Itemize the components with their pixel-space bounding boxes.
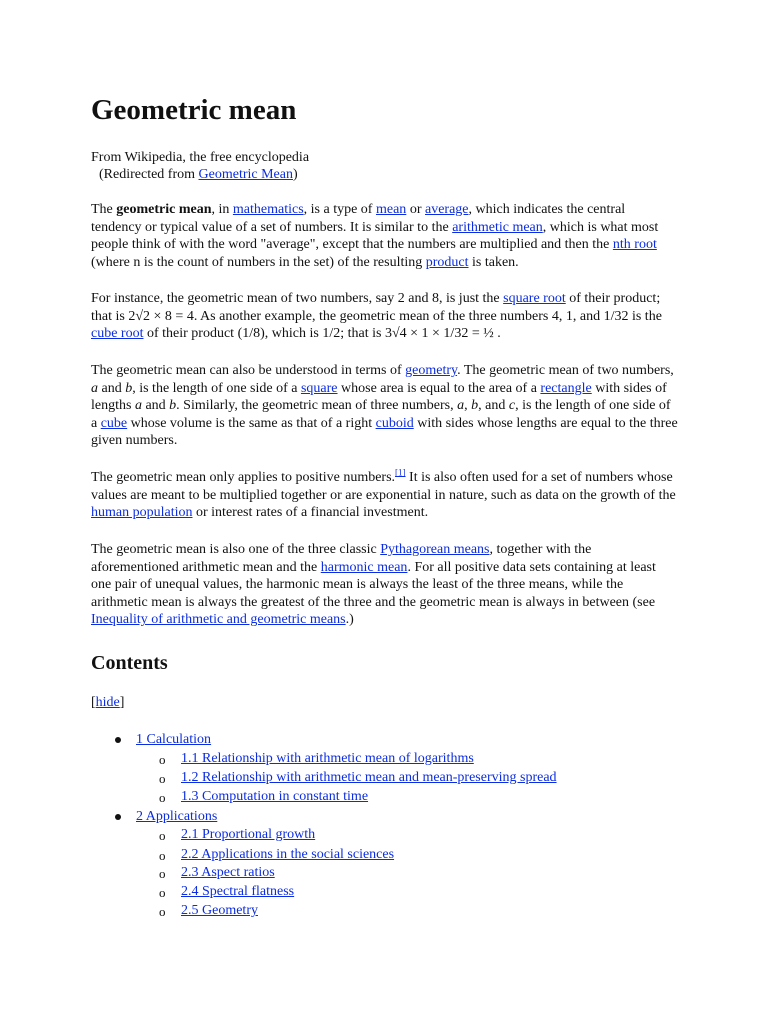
link-pythagorean-means[interactable]: Pythagorean means (380, 542, 490, 557)
toc-sub-marker: o (159, 848, 166, 863)
toc-item-mean-preserving-spread[interactable]: 1.2 Relationship with arithmetic mean and mean-preserving spread (181, 770, 557, 785)
geometry-paragraph: The geometric mean can also be understood in terms of geometry. The geometric mean of two numbers, a and b, is the length of one side of a square whose area is equal to the area of a rectangle with sides of lengths a and b. Similarly, the geometric mean of three numbers, a, b, and c, is the length of one side of a cube whose volume is the same as that of a right cuboid with sides whose lengths are equal to the three given numbers. (91, 363, 678, 449)
reference-1-link[interactable]: [1] (395, 467, 406, 478)
redirect-note: (Redirected from Geometric Mean) (99, 167, 298, 182)
link-average[interactable]: average (424, 202, 469, 217)
toc-item-calculation[interactable]: 1 Calculation (136, 732, 212, 747)
link-cube[interactable]: cube (100, 415, 128, 431)
toc-item-aspect-ratios[interactable]: 2.3 Aspect ratios (181, 865, 275, 880)
intro-paragraph: The geometric mean, in mathematics, is a type of mean or average, which indicates the central tendency or typical value of a set of numbers. It is similar to the arithmetic mean, which is what most people think of with the word "average", except that the numbers are multiplied and then the nth root (where n is the count of numbers in the set) of the resulting product is taken. (91, 202, 659, 270)
link-mathematics[interactable]: mathematics (232, 202, 304, 217)
link-cuboid[interactable]: cuboid (375, 415, 414, 431)
link-square-root[interactable]: square root (503, 291, 566, 306)
toc-sub-marker: o (159, 885, 166, 900)
toc-item-social-sciences[interactable]: 2.2 Applications in the social sciences (181, 847, 395, 862)
toc-item-spectral-flatness[interactable]: 2.4 Spectral flatness (181, 884, 295, 899)
link-square[interactable]: square (300, 380, 338, 396)
toc-item-constant-time[interactable]: 1.3 Computation in constant time (181, 789, 369, 804)
toc-sub-marker: o (159, 752, 166, 767)
link-rectangle[interactable]: rectangle (540, 380, 592, 396)
link-human-population[interactable]: human population (91, 505, 193, 521)
redirect-link[interactable]: Geometric Mean (198, 167, 293, 182)
toc-hide-toggle: [hide] (91, 695, 125, 710)
example-paragraph: For instance, the geometric mean of two numbers, say 2 and 8, is just the square root of their product; that is 2√2 × 8 = 4. As another example, the geometric mean of the three numbers 4, 1, and 1/32 is the cube root of their product (1/8), which is 1/2; that is 3√4 × 1 × 1/32 = ½ . (91, 291, 662, 342)
link-nth-root[interactable]: nth root (612, 237, 657, 253)
link-mean[interactable]: mean (375, 202, 407, 217)
pythagorean-paragraph: The geometric mean is also one of the three classic Pythagorean means, together with the aforementioned arithmetic mean and the harmonic mean. For all positive data sets containing at least one pair of unequal values, the harmonic mean is always the least of the three means, while the arithmetic mean is always the greatest of the three and the geometric mean is always in between (see Inequality of arithmetic and geometric means.) (91, 542, 656, 628)
link-geometry[interactable]: geometry (405, 363, 458, 378)
toc-bullet (115, 814, 121, 820)
toc-item-proportional-growth[interactable]: 2.1 Proportional growth (181, 827, 316, 842)
toc-item-log-relationship[interactable]: 1.1 Relationship with arithmetic mean of logarithms (181, 751, 474, 766)
tagline: From Wikipedia, the free encyclopedia (91, 150, 310, 165)
toc-sub-marker: o (159, 904, 166, 919)
positive-numbers-paragraph: The geometric mean only applies to positive numbers.[1] It is also often used for a set of numbers whose values are meant to be multiplied together or are exponential in nature, such as data on the growth of the human population or interest rates of a financial investment. (91, 467, 676, 521)
toc-heading: Contents (91, 652, 168, 674)
link-product[interactable]: product (425, 254, 469, 270)
toc-bullet (115, 737, 121, 743)
toc-hide-link[interactable]: hide (95, 695, 120, 710)
link-harmonic-mean[interactable]: harmonic mean (320, 559, 408, 575)
link-cube-root[interactable]: cube root (91, 326, 144, 342)
link-inequality-of-means[interactable]: Inequality of arithmetic and geometric means (91, 612, 346, 628)
formula-square-root: 2√2 × 8 = 4 (128, 308, 194, 324)
toc-sub-marker: o (159, 828, 166, 843)
link-arithmetic-mean[interactable]: arithmetic mean (452, 219, 543, 235)
page-title: Geometric mean (91, 94, 297, 126)
toc-sub-marker: o (159, 771, 166, 786)
toc-sub-marker: o (159, 866, 166, 881)
formula-cube-root: 3√4 × 1 × 1/32 = ½ (384, 326, 494, 342)
toc-item-applications[interactable]: 2 Applications (136, 809, 218, 824)
toc-item-geometry[interactable]: 2.5 Geometry (181, 903, 258, 918)
toc-sub-marker: o (159, 790, 166, 805)
